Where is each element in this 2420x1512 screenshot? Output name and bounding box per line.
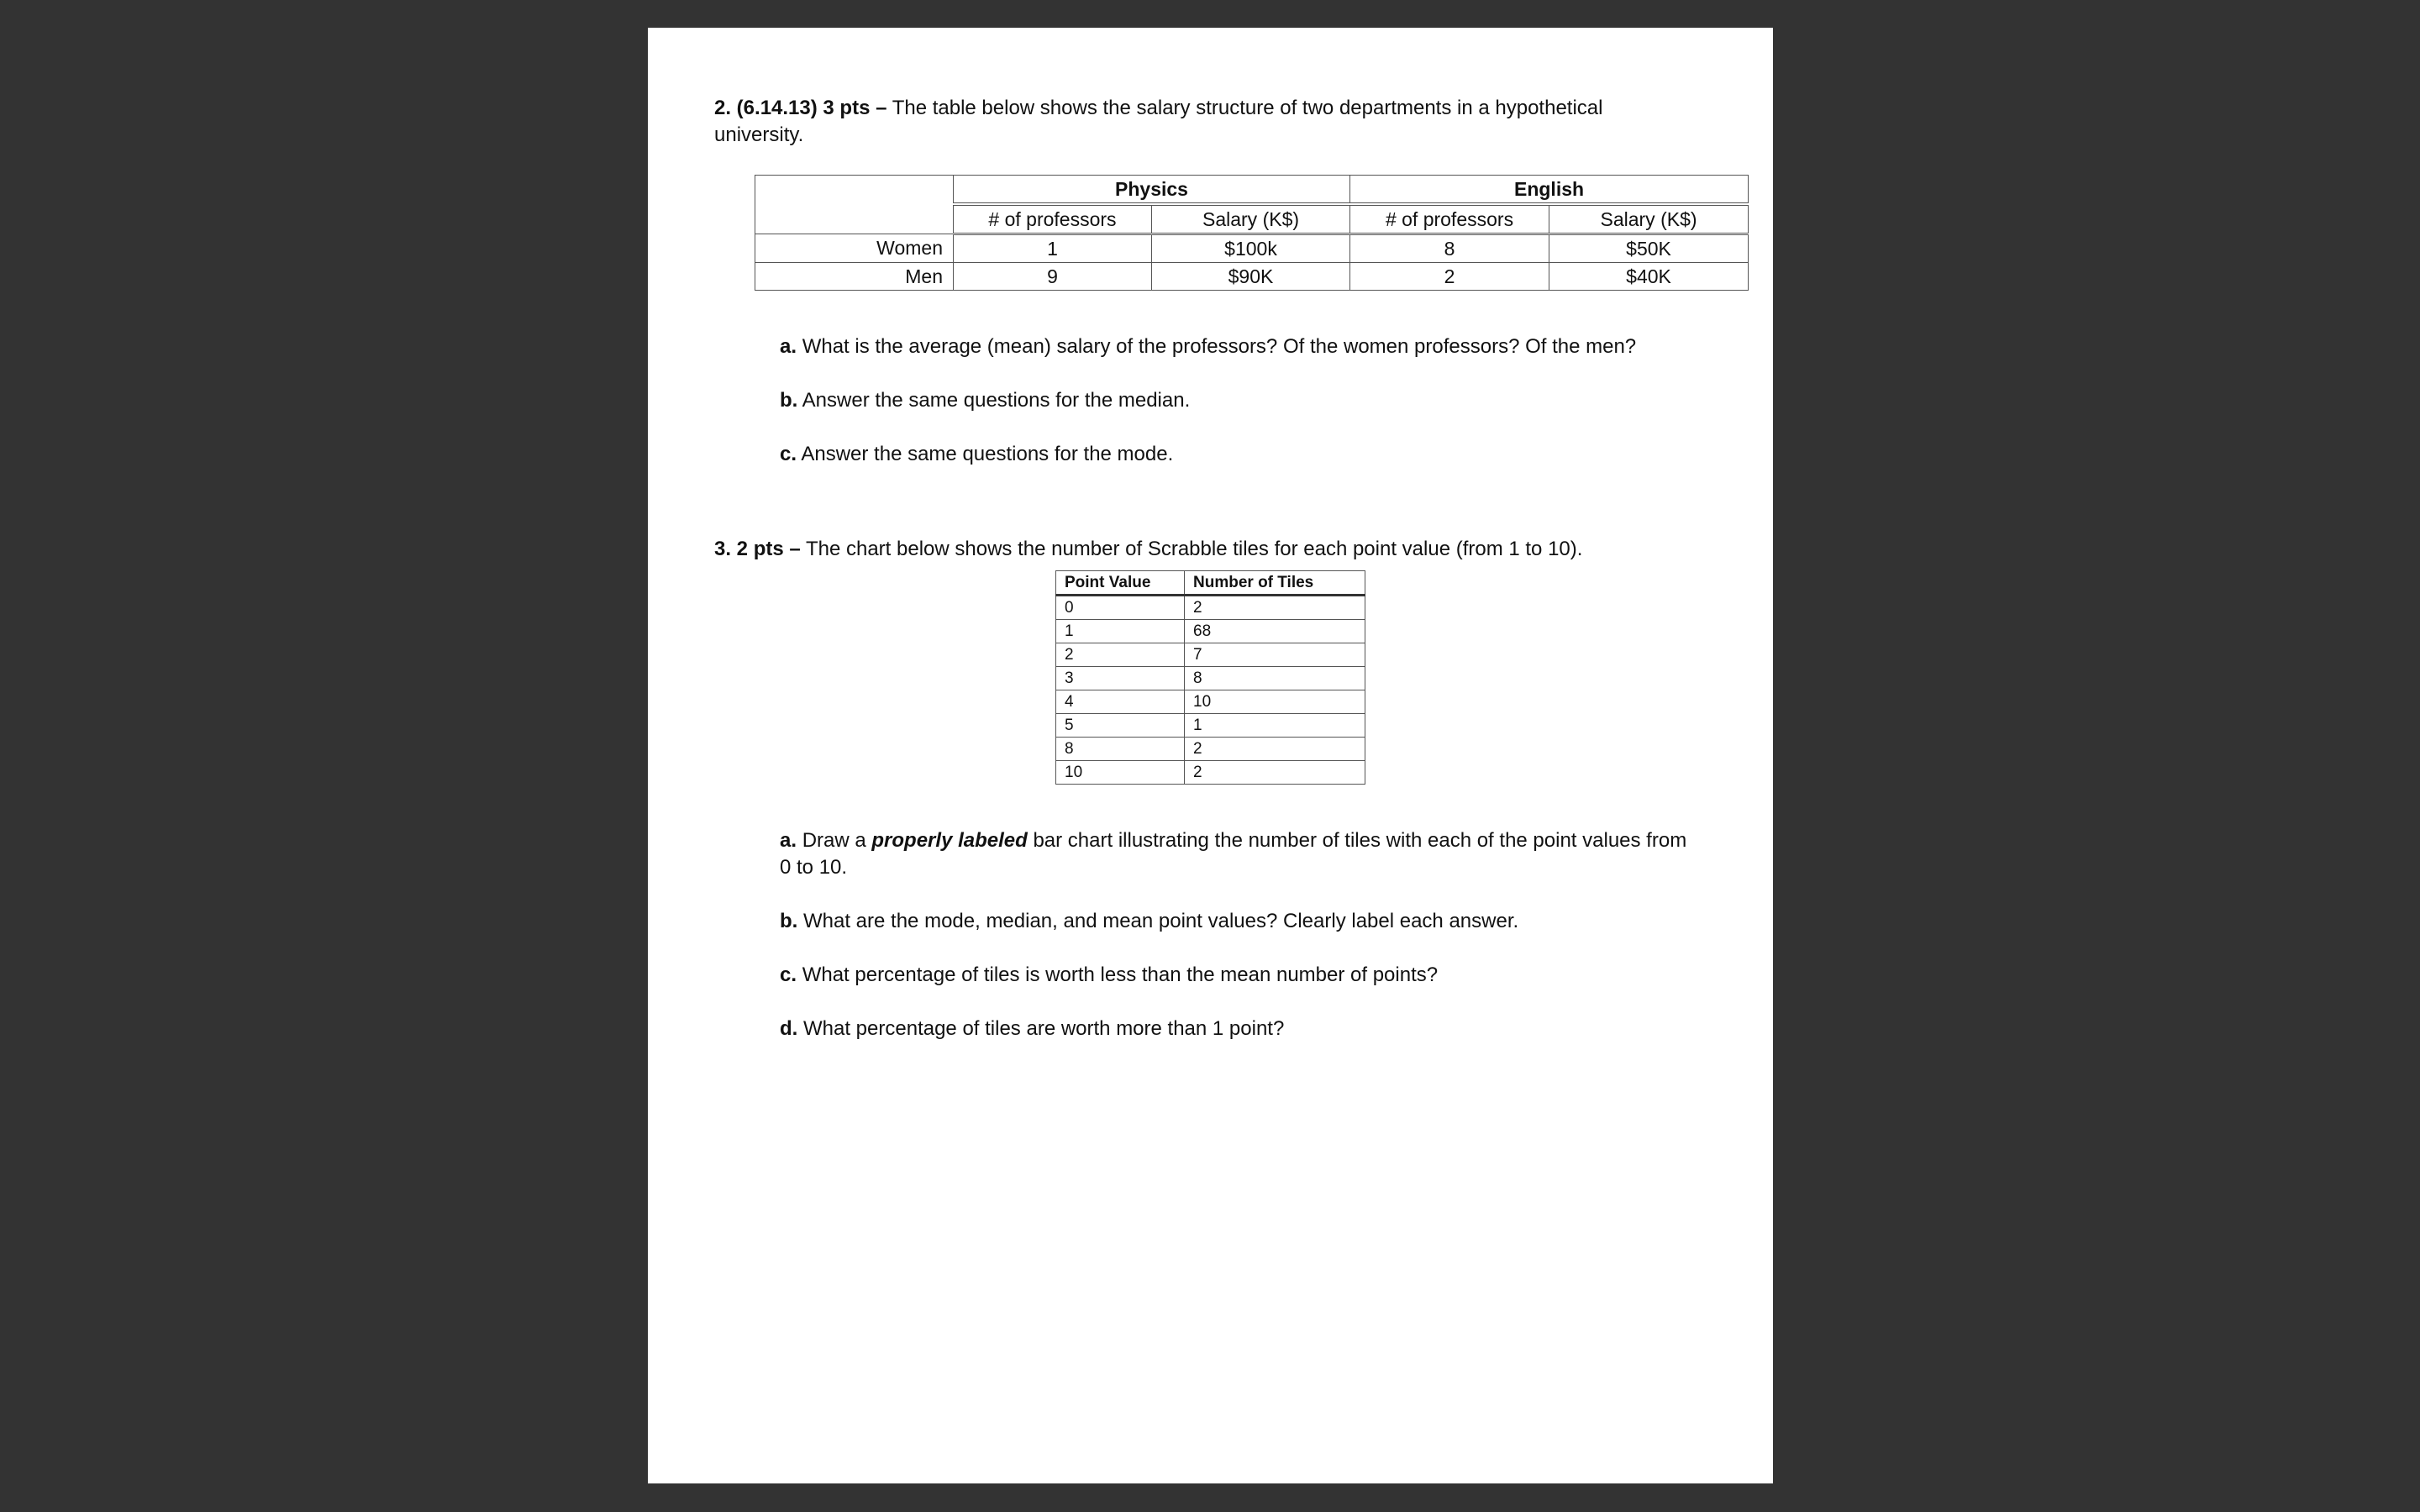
q2b-text: Answer the same questions for the median. — [802, 389, 1191, 412]
point-value: 2 — [1056, 643, 1185, 667]
table-row — [1056, 690, 1365, 714]
q3c-text: What percentage of tiles is worth less than the mean number of points? — [802, 963, 1439, 986]
point-value: 3 — [1056, 667, 1185, 690]
q2c-text: Answer the same questions for the mode. — [801, 443, 1174, 465]
point-value: 10 — [1056, 761, 1185, 785]
physics-salary-header: Salary (K$) — [1152, 204, 1350, 234]
tile-count: 2 — [1185, 761, 1365, 785]
physics-salary: $90K — [1152, 263, 1350, 291]
table-row — [755, 263, 1749, 291]
dept-physics: Physics — [954, 176, 1350, 205]
q3b-text: What are the mode, median, and mean point values? Clearly label each answer. — [803, 910, 1519, 932]
salary-corner-cell — [755, 176, 954, 234]
point-value-header: Point Value — [1056, 571, 1185, 596]
row-label: Women — [755, 234, 954, 263]
table-row — [1056, 643, 1365, 667]
q3a-pre: Draw a — [802, 829, 866, 852]
english-count: 2 — [1350, 263, 1549, 291]
english-salary-header: Salary (K$) — [1549, 204, 1749, 234]
q2-intro-line2: university. — [714, 123, 804, 146]
q3a-emphasis: properly labeled — [871, 829, 1028, 852]
q2a-text: What is the average (mean) salary of the professors? Of the women professors? Of the men? — [802, 335, 1637, 358]
row-label: Men — [755, 263, 954, 291]
physics-count: 9 — [954, 263, 1152, 291]
q2-number: 2. (6.14.13) 3 pts – — [714, 97, 887, 119]
q3a-line2: 0 to 10. — [780, 856, 848, 879]
physics-salary: $100k — [1152, 234, 1350, 263]
tile-count: 10 — [1185, 690, 1365, 714]
table-row — [755, 234, 1749, 263]
scrabble-table — [1055, 570, 1365, 785]
q3-intro-text: The chart below shows the number of Scrabble tiles for each point value (from 1 to 10). — [805, 538, 1583, 560]
physics-count: 1 — [954, 234, 1152, 263]
salary-table — [755, 175, 1749, 291]
table-row — [1056, 620, 1365, 643]
q3-intro — [714, 536, 1582, 563]
q3d — [780, 1016, 1284, 1042]
q3a-label: a. — [780, 829, 797, 852]
q3d-text: What percentage of tiles are worth more than 1 point? — [803, 1017, 1285, 1040]
q3c — [780, 962, 1438, 989]
table-row — [1056, 714, 1365, 738]
tile-count: 8 — [1185, 667, 1365, 690]
tile-count: 1 — [1185, 714, 1365, 738]
tile-count: 2 — [1185, 738, 1365, 761]
document-page — [648, 28, 1773, 1483]
table-row — [1056, 738, 1365, 761]
q3a — [780, 827, 1686, 854]
point-value: 5 — [1056, 714, 1185, 738]
q2a — [780, 333, 1636, 360]
q3a-post: bar chart illustrating the number of tiles with each of the point values from — [1033, 829, 1687, 852]
dept-english: English — [1350, 176, 1749, 205]
english-count: 8 — [1350, 234, 1549, 263]
q2c — [780, 441, 1173, 468]
number-of-tiles-header: Number of Tiles — [1185, 571, 1365, 596]
salary-dept-row — [755, 176, 1749, 205]
point-value: 0 — [1056, 596, 1185, 620]
physics-professors-header: # of professors — [954, 204, 1152, 234]
point-value: 4 — [1056, 690, 1185, 714]
table-row — [1056, 596, 1365, 620]
q2-intro — [714, 95, 1602, 122]
q2b-label: b. — [780, 389, 798, 412]
q3b — [780, 908, 1518, 935]
english-salary: $50K — [1549, 234, 1749, 263]
q2-intro-line1: The table below shows the salary structure of two departments in a hypothetical — [892, 97, 1603, 119]
scrabble-header-row — [1056, 571, 1365, 596]
q2a-label: a. — [780, 335, 797, 358]
tile-count: 2 — [1185, 596, 1365, 620]
q3-number: 3. 2 pts – — [714, 538, 801, 560]
q3b-label: b. — [780, 910, 798, 932]
q3c-label: c. — [780, 963, 797, 986]
point-value: 8 — [1056, 738, 1185, 761]
q3d-label: d. — [780, 1017, 798, 1040]
table-row — [1056, 761, 1365, 785]
table-row — [1056, 667, 1365, 690]
english-salary: $40K — [1549, 263, 1749, 291]
q2c-label: c. — [780, 443, 797, 465]
point-value: 1 — [1056, 620, 1185, 643]
tile-count: 68 — [1185, 620, 1365, 643]
english-professors-header: # of professors — [1350, 204, 1549, 234]
q2b — [780, 387, 1190, 414]
tile-count: 7 — [1185, 643, 1365, 667]
